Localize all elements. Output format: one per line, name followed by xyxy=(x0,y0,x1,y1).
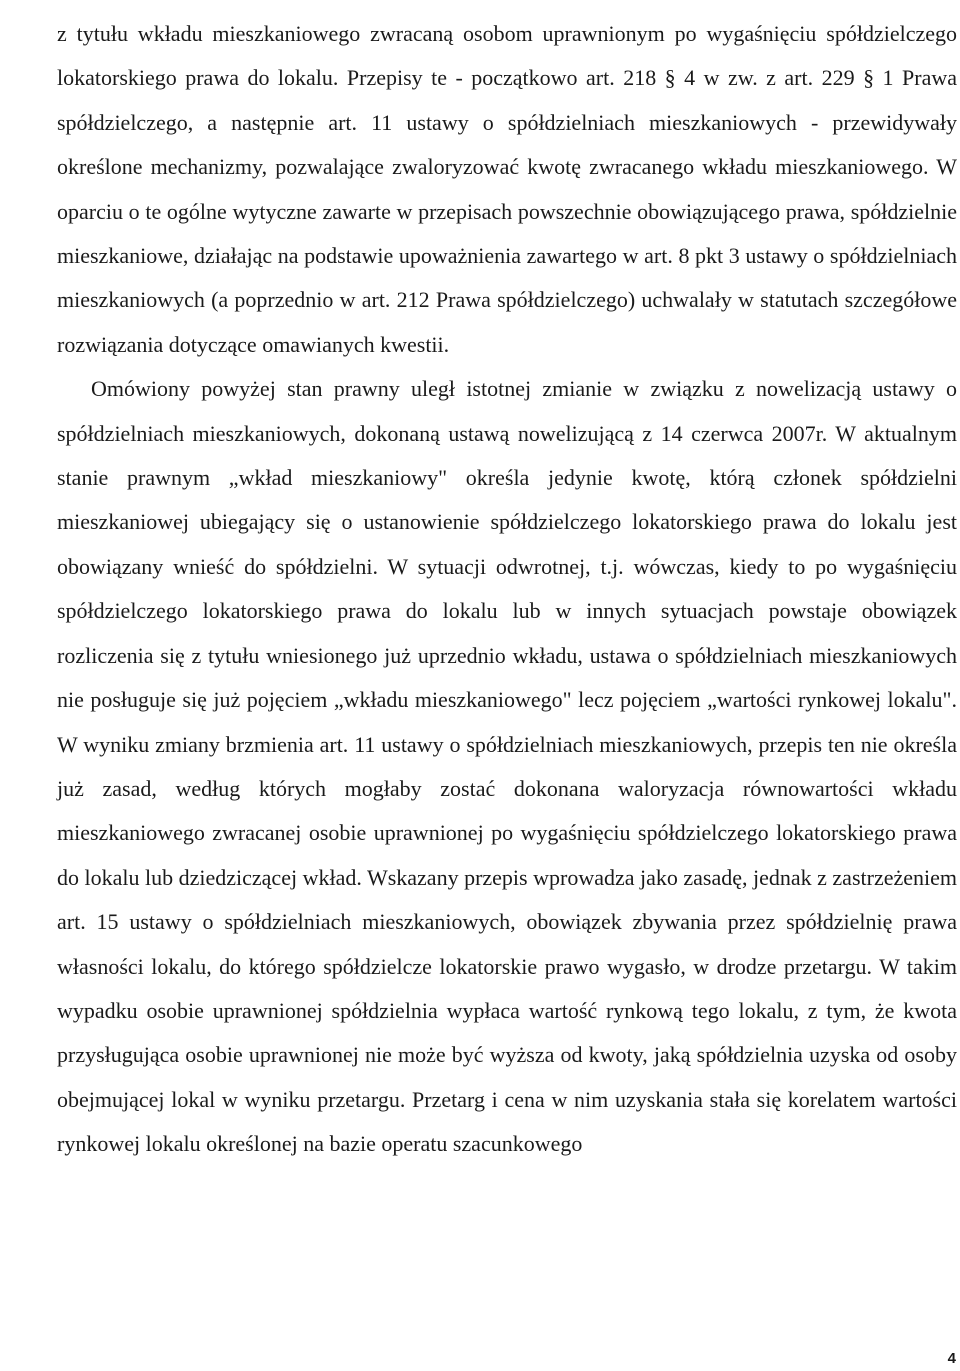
paragraph-legal-change: Omówiony powyżej stan prawny uległ istotnej zmianie w związku z nowelizacją ustawy o spółdzielniach mieszkaniowych, dokonaną ustawą nowelizującą z 14 czerwca 2007r. W aktualnym stanie prawnym „wkład mieszkaniowy" określa jedynie kwotę, którą członek spółdzielni mieszkaniowej ubiegający się o ustanowienie spółdzielczego lokatorskiego prawa do lokalu jest obowiązany wnieść do spółdzielni. W sytuacji odwrotnej, t.j. wówczas, kiedy to po wygaśnięciu spółdzielczego lokatorskiego prawa do lokalu lub w innych sytuacjach powstaje obowiązek rozliczenia się z tytułu wniesionego już uprzednio wkładu, ustawa o spółdzielniach mieszkaniowych nie posługuje się już pojęciem „wkładu mieszkaniowego" lecz pojęciem „wartości rynkowej lokalu". W wyniku zmiany brzmienia art. 11 ustawy o spółdzielniach mieszkaniowych, przepis ten nie określa już zasad, według których mogłaby zostać dokonana waloryzacja równowartości wkładu mieszkaniowego zwracanej osobie uprawnionej po wygaśnięciu spółdzielczego lokatorskiego prawa do lokalu lub dziedziczącej wkład. Wskazany przepis wprowadza jako zasadę, jednak z zastrzeżeniem art. 15 ustawy o spółdzielniach mieszkaniowych, obowiązek zbywania przez spółdzielnię prawa własności lokalu, do którego spółdzielcze lokatorskie prawo wygasło, w drodze przetargu. W takim wypadku osobie uprawnionej spółdzielnia wypłaca wartość rynkową tego lokalu, z tym, że kwota przysługująca osobie uprawnionej nie może być wyższa od kwoty, jaką spółdzielnia uzyska od osoby obejmującej lokal w wyniku przetargu. Przetarg i cena w nim uzyskania stała się korelatem wartości rynkowej lokalu określonej na bazie operatu szacunkowego xyxy=(57,376,957,1157)
page-number: 4 xyxy=(947,1350,956,1367)
paragraph-continued: z tytułu wkładu mieszkaniowego zwracaną osobom uprawnionym po wygaśnięciu spółdzielczego lokatorskiego prawa do lokalu. Przepisy te - początkowo art. 218 § 4 w zw. z art. 229 § 1 Prawa spółdzielczego, a następnie art. 11 ustawy o spółdzielniach mieszkaniowych - przewidywały określone mechanizmy, pozwalające zwaloryzować kwotę zwracanego wkładu mieszkaniowego. W oparciu o te ogólne wytyczne zawarte w przepisach powszechnie obowiązującego prawa, spółdzielnie mieszkaniowe, działając na podstawie upoważnienia zawartego w art. 8 pkt 3 ustawy o spółdzielniach mieszkaniowych (a poprzednio w art. 212 Prawa spółdzielczego) uchwalały w statutach szczegółowe rozwiązania dotyczące omawianych kwestii. xyxy=(57,21,957,357)
document-body xyxy=(57,12,957,1167)
